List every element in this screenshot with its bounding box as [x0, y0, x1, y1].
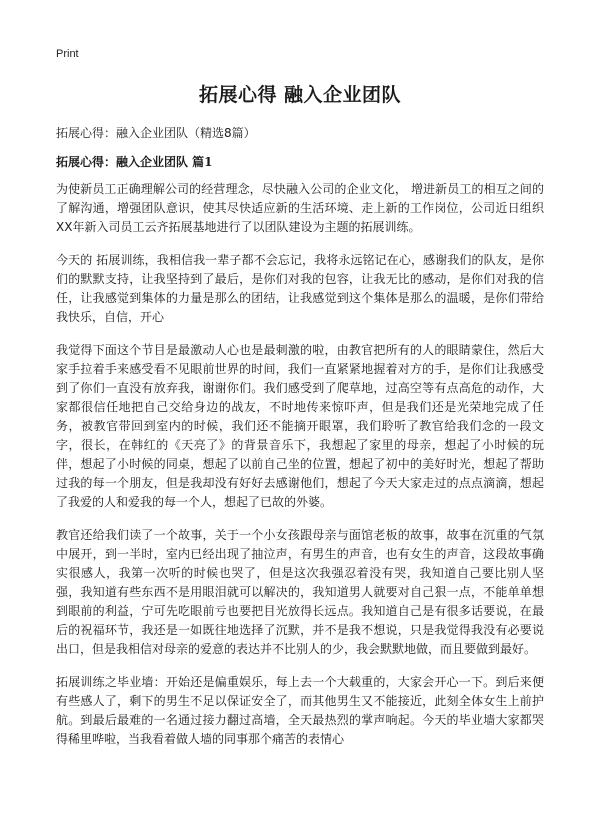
paragraph-intro: 为使新员工正确理解公司的经营理念，尽快融入公司的企业文化， 增进新员工的相互之间的了解沟通，增强团队意识，使其尽快适应新的生活环境、走上新的工作岗位，公司近日组织XX年新入司员工云齐拓展基地进行了以团队建设为主题的拓展训练。 — [56, 182, 544, 234]
article-body — [56, 180, 544, 763]
paragraph-blindfold-exercise: 我觉得下面这个节目是最激动人心也是最刺激的啦，由教官把所有的人的眼睛蒙住，然后大家手拉着手来感受看不见眼前世界的时间，我们一直紧紧地握着对方的手，是你们让我感受到了你们一直没有放弃我，谢谢你们。我们感受到了爬草地，过高空等有点高危的动作，大家都很信任地把自己交给身边的战友，不时地传来惊吓声，但是我们还是光荣地完成了任务，被教官带回到室内的时候，我们还不能摘开眼罩，我们聆听了教官给我们念的一段文字，很长，在韩红的《天亮了》的背景音乐下，我想起了家里的母亲，想起了小时候的玩伴，想起了小时候的同桌，想起了以前自己坐的位置，想起了初中的美好时光，想起了帮助过我的每一个朋友，但是我却没有好好去感谢他们，想起了今天大家走过的点点滴滴，想起了我爱的人和爱我的每一个人，想起了已故的外婆。 — [56, 343, 544, 509]
page-title: 拓展心得 融入企业团队 — [198, 84, 402, 106]
paragraph-graduation-wall: 拓展训练之毕业墙：开始还是偏重娱乐，每上去一个大载重的，大家会开心一下。到后来便有些感人了，剩下的男生不足以保证安全了，而其他男生又不能接近，此刻全体女生上前护航。到最后最难的一名通过接力翻过高墙，全天最热烈的掌声响起。今天的毕业墙大家都哭得稀里哗啦，当我看着做人墙的同事那个痛苦的表情心 — [56, 675, 544, 746]
paragraph-story: 教官还给我们读了一个故事，关于一个小女孩跟母亲与面馆老板的故事，故事在沉重的气氛中展开，到一半时，室内已经出现了抽泣声，有男生的声音，也有女生的声音，这段故事确实很感人，我第一次听的时候也哭了，但是这次我强忍着没有哭，我知道自己要比别人坚强，我知道有些东西不是用眼泪就可以解决的，我知道男人就要对自己狠一点，不能单单想到眼前的利益，宁可先吃眼前亏也要把目光放得长远点。我知道自己是有很多话要说，在最后的祝福环节，我还是一如既往地选择了沉默，并不是我不想说，只是我觉得我没有必要说出口，但是我相信对母亲的爱意的表达并不比别人的少，我会默默地做，而且要做到最好。 — [56, 528, 544, 656]
section-heading: 拓展心得：融入企业团队 篇1 — [56, 155, 213, 169]
document-subtitle: 拓展心得：融入企业团队（精选8篇） — [56, 126, 256, 140]
paragraph-gratitude: 今天的 拓展训练，我相信我一辈子都不会忘记，我将永远铭记在心，感谢我们的队友，是你们的默默支持，让我坚持到了最后，是你们对我的包容，让我无比的感动，是你们对我的信任，让我感觉到集体的力量是那么的团结，让我感觉到这个集体是那么的温暖，是你们带给我快乐，自信，开心 — [56, 253, 544, 324]
print-link[interactable]: Print — [56, 48, 79, 60]
